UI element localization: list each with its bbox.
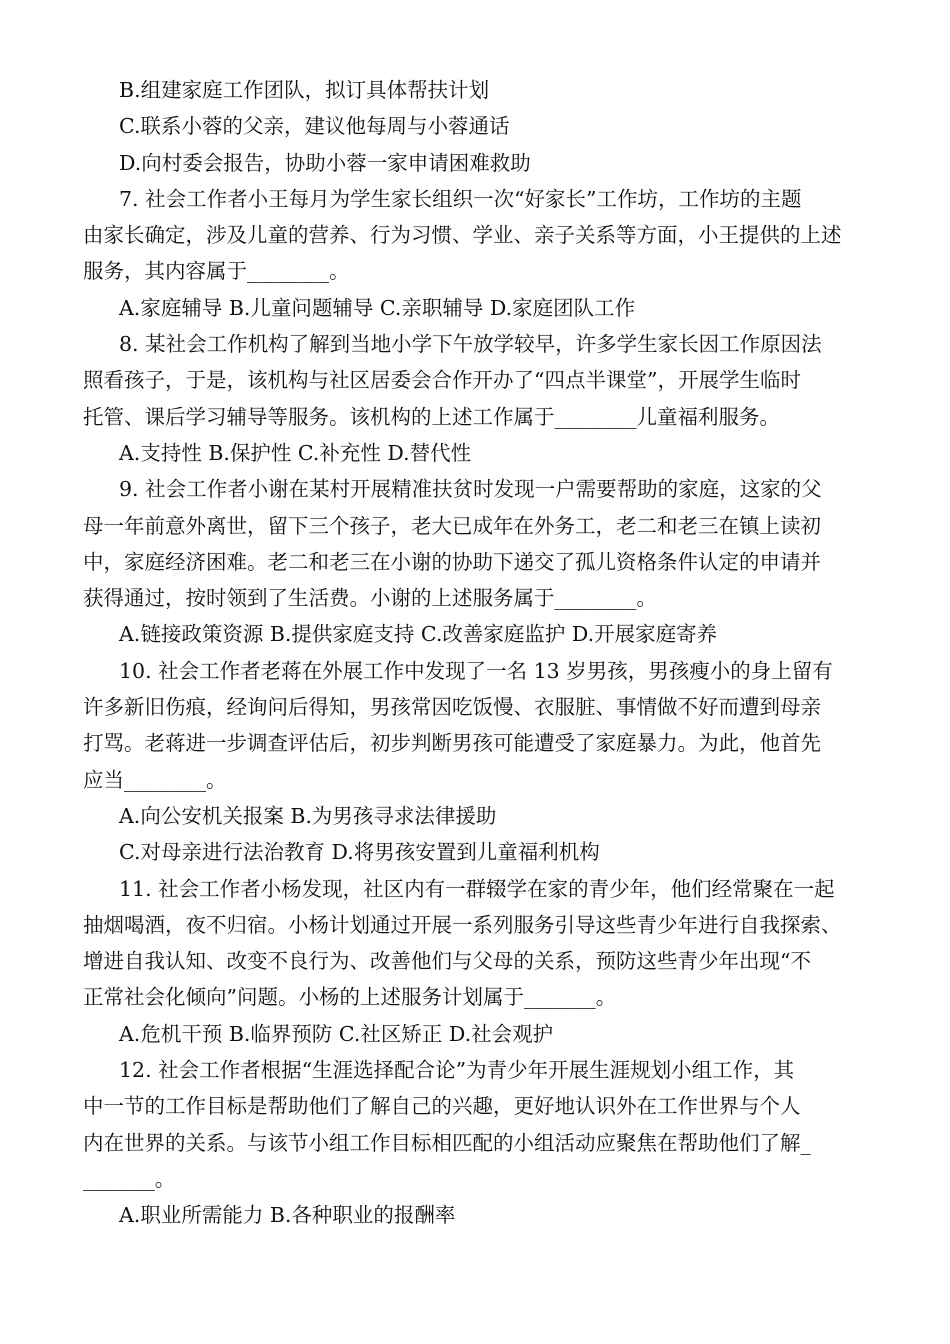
- text-line: A.职业所需能力 B.各种职业的报酬率: [119, 1203, 456, 1228]
- text-line: 母一年前意外离世，留下三个孩子，老大已成年在外务工，老二和老三在镇上读初: [83, 513, 821, 538]
- text-line: B.组建家庭工作团队，拟订具体帮扶计划: [119, 78, 490, 102]
- text-line: 服务，其内容属于________。: [83, 259, 350, 284]
- text-line: A.家庭辅导 B.儿童问题辅导 C.亲职辅导 D.家庭团队工作: [119, 295, 636, 320]
- text-line: 12. 社会工作者根据“生涯选择配合论”为青少年开展生涯规划小组工作，其: [119, 1058, 795, 1083]
- text-line: 照看孩子，于是，该机构与社区居委会合作开办了“四点半课堂”，开展学生临时: [83, 368, 801, 393]
- text-line: 9. 社会工作者小谢在某村开展精准扶贫时发现一户需要帮助的家庭，这家的父: [119, 477, 822, 502]
- text-line: C.联系小蓉的父亲，建议他每周与小蓉通话: [119, 114, 510, 139]
- text-line: 内在世界的关系。与该节小组工作目标相匹配的小组活动应聚焦在帮助他们了解_: [83, 1130, 811, 1155]
- text-line: 应当________。: [83, 767, 227, 792]
- text-line: C.对母亲进行法治教育 D.将男孩安置到儿童福利机构: [119, 840, 600, 865]
- text-line: 10. 社会工作者老蒋在外展工作中发现了一名 13 岁男孩，男孩瘦小的身上留有: [119, 658, 833, 683]
- text-line: 获得通过，按时领到了生活费。小谢的上述服务属于________。: [83, 586, 657, 611]
- text-line: A.支持性 B.保护性 C.补充性 D.替代性: [119, 440, 472, 465]
- text-line: 中一节的工作目标是帮助他们了解自己的兴趣，更好地认识外在工作世界与个人: [83, 1094, 801, 1119]
- text-line: 由家长确定，涉及儿童的营养、行为习惯、学业、亲子关系等方面，小王提供的上述: [83, 223, 842, 248]
- text-line: A.向公安机关报案 B.为男孩寻求法律援助: [119, 803, 497, 828]
- text-line: 中，家庭经济困难。老二和老三在小谢的协助下递交了孤儿资格条件认定的申请并: [83, 549, 821, 574]
- text-line: 11. 社会工作者小杨发现，社区内有一群辍学在家的青少年，他们经常聚在一起: [119, 876, 835, 901]
- text-line: A.链接政策资源 B.提供家庭支持 C.改善家庭监护 D.开展家庭寄养: [119, 622, 718, 647]
- text-line: A.危机干预 B.临界预防 C.社区矫正 D.社会观护: [119, 1021, 554, 1046]
- text-line: 正常社会化倾向”问题。小杨的上述服务计划属于_______。: [83, 985, 617, 1010]
- text-line: 抽烟喝酒，夜不归宿。小杨计划通过开展一系列服务引导这些青少年进行自我探索、: [83, 912, 842, 937]
- text-line: _______。: [83, 1166, 176, 1191]
- text-line: 托管、课后学习辅导等服务。该机构的上述工作属于________儿童福利服务。: [83, 404, 780, 429]
- text-line: 许多新旧伤痕，经询问后得知，男孩常因吃饭慢、衣服脏、事情做不好而遭到母亲: [83, 695, 821, 720]
- text-line: 打骂。老蒋进一步调查评估后，初步判断男孩可能遭受了家庭暴力。为此，他首先: [83, 731, 821, 756]
- text-line: 7. 社会工作者小王每月为学生家长组织一次“好家长”工作坊，工作坊的主题: [119, 186, 802, 211]
- document-page: [83, 72, 873, 1234]
- text-line: 增进自我认知、改变不良行为、改善他们与父母的关系，预防这些青少年出现“不: [83, 949, 811, 974]
- text-line: 8. 某社会工作机构了解到当地小学下午放学较早，许多学生家长因工作原因法: [119, 332, 822, 357]
- text-line: D.向村委会报告，协助小蓉一家申请困难救助: [119, 150, 531, 175]
